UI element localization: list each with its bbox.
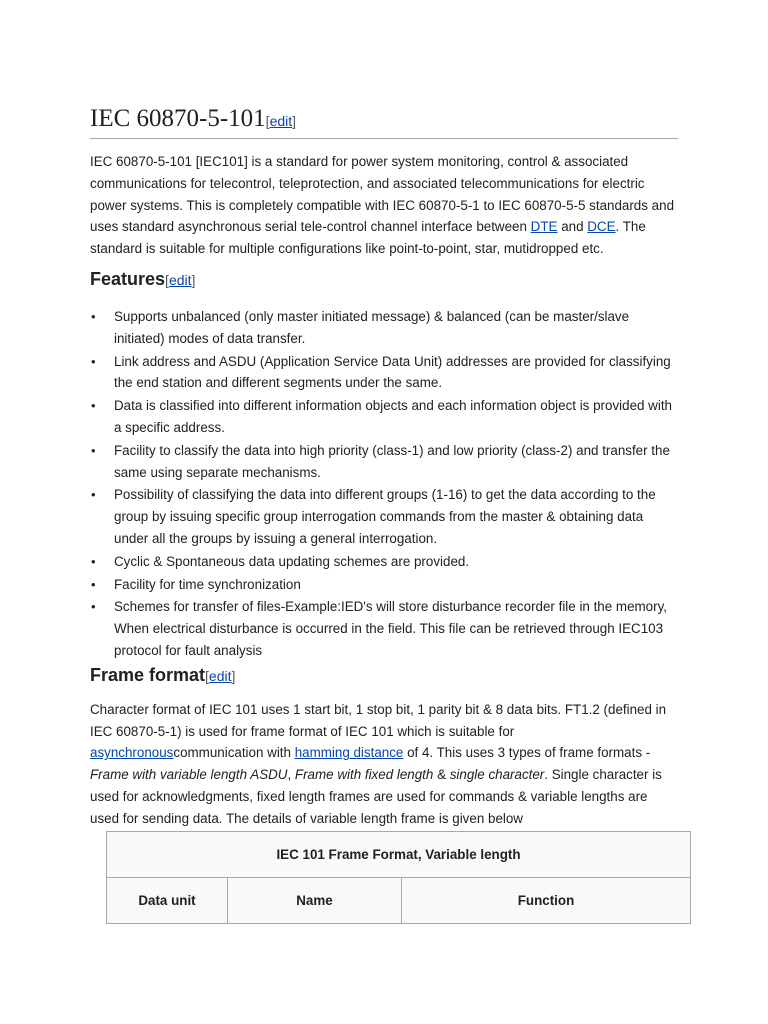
list-item-text: Cyclic & Spontaneous data updating schemes are provided. — [114, 553, 470, 569]
article-content — [90, 104, 678, 830]
paragraph-text: communication with — [173, 745, 295, 761]
dce-link[interactable]: DCE — [587, 219, 616, 235]
frame-format-edit-section: [edit] — [205, 667, 236, 684]
frame-format-heading-text: Frame format — [90, 664, 206, 685]
list-item-text: Schemes for transfer of files-Example:IED's will store disturbance recorder file in the memory, When electrical disturbance is occurred in the field. This file can be retrieved through IEC103 protocol for fault analysis — [114, 599, 668, 658]
features-heading — [90, 267, 678, 292]
frame-format-edit-link[interactable]: edit — [208, 667, 232, 684]
paragraph-text: Character format of IEC 101 uses 1 start bit, 1 stop bit, 1 parity bit & 8 data bits. FT1.2 (defined in IEC 60870-5-1) is used for frame format of IEC 101 which is suitable for — [90, 701, 667, 739]
title-edit-section: [edit] — [265, 113, 297, 129]
intro-text: and — [557, 219, 588, 235]
table-caption-row — [107, 832, 691, 878]
list-item — [90, 596, 678, 661]
list-item-text: Data is classified into different information objects and each information object is provided with a specific address. — [114, 398, 672, 435]
frame-type-variable: Frame with variable length ASDU — [90, 767, 288, 783]
list-item — [90, 574, 678, 596]
bullet-icon: • — [91, 576, 96, 592]
paragraph-text: of 4. This uses 3 types of frame formats - — [403, 745, 651, 761]
features-edit-link[interactable]: edit — [168, 271, 192, 288]
column-header-name: Name — [228, 878, 402, 924]
list-item-text: Facility for time synchronization — [114, 576, 301, 592]
table-caption: IEC 101 Frame Format, Variable length — [107, 832, 691, 878]
features-list — [90, 306, 678, 662]
bullet-icon: • — [91, 308, 96, 324]
list-item-text: Supports unbalanced (only master initiated message) & balanced (can be master/slave initiated) modes of data transfer. — [114, 308, 630, 346]
bullet-icon: • — [91, 442, 96, 458]
dte-link[interactable]: DTE — [530, 219, 558, 235]
bullet-icon: • — [91, 487, 96, 503]
list-item-text: Facility to classify the data into high priority (class-1) and low priority (class-2) and transfer the same using separate mechanisms. — [114, 442, 670, 480]
title-edit-link[interactable]: edit — [269, 113, 293, 129]
list-item — [90, 440, 678, 484]
page-title-text: IEC 60870-5-101 — [90, 105, 266, 132]
table-header-row — [107, 878, 691, 924]
list-item — [90, 551, 678, 573]
column-header-function: Function — [402, 878, 691, 924]
intro-text: IEC 60870-5-101 [IEC101] is a standard for power system monitoring, control & associated communications for telecontrol, teleprotection, and associated telecommunications for electric power systems. This is completely compatible with IEC 60870-5-1 to IEC 60870-5-5 standards and uses standard asynchronous serial tele-control channel interface between — [90, 154, 675, 235]
features-heading-text: Features — [90, 268, 166, 289]
intro-text: . The standard is suitable for multiple configurations like point-to-point, star, mutidropped etc. — [90, 219, 646, 257]
frame-format-heading — [90, 663, 678, 688]
bullet-icon: • — [91, 599, 96, 615]
features-edit-section: [edit] — [165, 271, 196, 288]
frame-format-table — [106, 831, 691, 924]
paragraph-text: , — [287, 767, 295, 783]
paragraph-text: & — [433, 767, 450, 783]
list-item — [90, 484, 678, 549]
bullet-icon: • — [91, 398, 96, 414]
list-item-text: Possibility of classifying the data into different groups (1-16) to get the data according to the group by issuing specific group interrogation commands from the master & obtaining data under all the groups by issuing a general interrogation. — [114, 487, 656, 546]
list-item — [90, 395, 678, 439]
frame-type-single: single character — [449, 767, 545, 783]
frame-type-fixed: Frame with fixed length — [294, 767, 434, 783]
bullet-icon: • — [91, 353, 96, 369]
list-item-text: Link address and ASDU (Application Service Data Unit) addresses are provided for classifying the end station and different segments under the same. — [114, 353, 671, 391]
paragraph-text: . Single character is used for acknowledgments, fixed length frames are used for commands & variable lengths are used for sending data. The details of variable length frame is given below — [90, 767, 662, 826]
bullet-icon: • — [91, 553, 96, 569]
column-header-data-unit: Data unit — [107, 878, 228, 924]
list-item — [90, 351, 678, 395]
asynchronous-link[interactable]: asynchronous — [90, 745, 174, 761]
page-title — [90, 104, 678, 139]
hamming-distance-link[interactable]: hamming distance — [294, 745, 404, 761]
intro-paragraph — [90, 151, 678, 260]
frame-format-paragraph — [90, 699, 678, 830]
list-item — [90, 306, 678, 350]
